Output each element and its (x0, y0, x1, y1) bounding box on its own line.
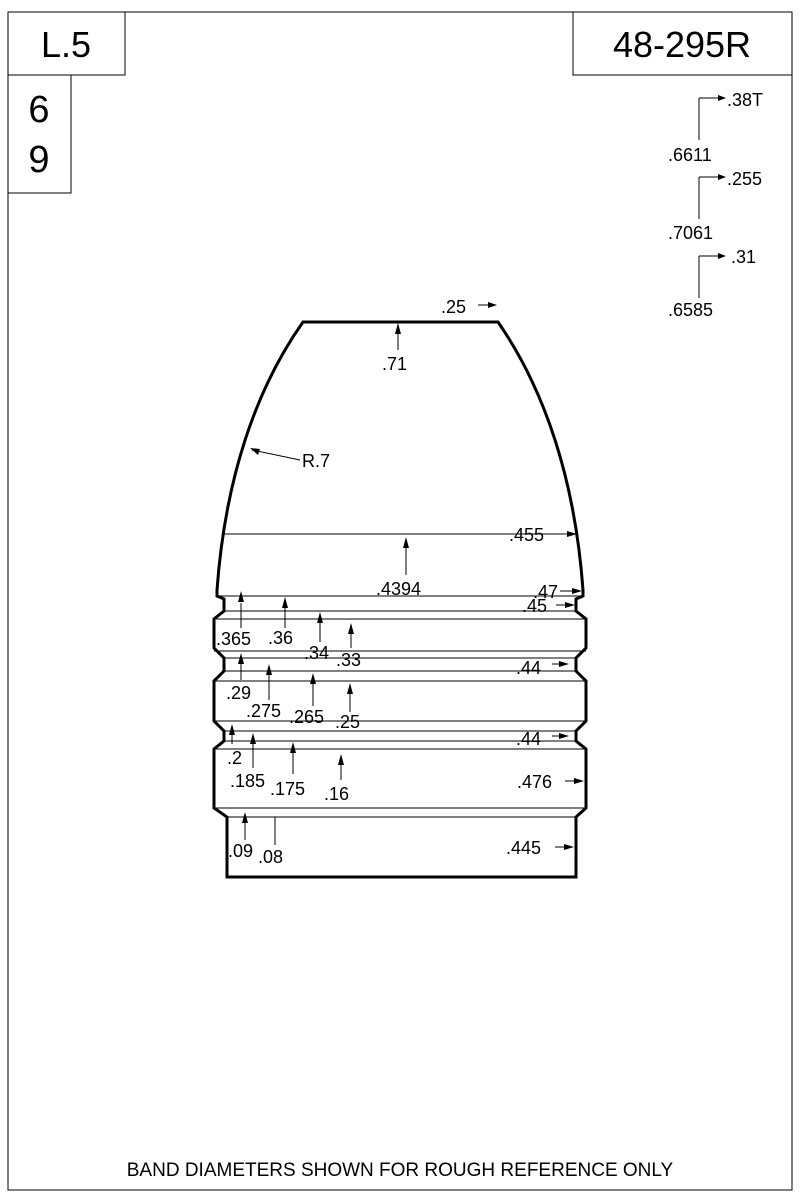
lube-spec-3-depth: .6585 (668, 300, 714, 320)
dim-34: .34 (304, 643, 330, 663)
footer-note: BAND DIAMETERS SHOWN FOR ROUGH REFERENCE ONLY (126, 1160, 674, 1181)
dim-4394: .4394 (376, 579, 422, 599)
arrow-445 (564, 844, 574, 850)
lube-spec-2 (668, 169, 762, 243)
arrow-175 (290, 742, 296, 753)
dim-455: .455 (509, 525, 545, 545)
lube-spec-3 (668, 247, 756, 320)
dim-2: .2 (227, 748, 243, 768)
dim-44a: .44 (516, 658, 542, 678)
dim-33: .33 (336, 650, 362, 670)
arrow-34 (317, 612, 323, 623)
nose-length-dimension (382, 323, 407, 374)
dim-36: .36 (268, 628, 294, 648)
dim-365: .365 (216, 629, 252, 649)
meplat-label: .25 (441, 297, 467, 317)
arrow-47 (572, 588, 582, 594)
dim-44b: .44 (516, 729, 542, 749)
dim-09: .09 (228, 841, 254, 861)
arrow-265 (310, 673, 316, 684)
lube-spec-2-depth: .7061 (668, 223, 714, 243)
nose-length-label: .71 (382, 354, 408, 374)
radius-label: R.7 (302, 451, 331, 471)
dim-265: .265 (289, 707, 325, 727)
dim-445: .445 (506, 838, 542, 858)
left-box-line-2: 9 (28, 139, 50, 181)
arrow-4394 (403, 537, 409, 548)
dim-275: .275 (246, 701, 282, 721)
arrow-185 (250, 733, 256, 744)
arrow-36 (282, 597, 288, 608)
lube-spec-1-value: .38T (727, 90, 764, 110)
mould-length-label: L.5 (40, 24, 92, 65)
dim-45: .45 (522, 596, 548, 616)
arrow-45 (565, 602, 575, 608)
arrow-33 (348, 623, 354, 634)
dim-25: .25 (335, 712, 361, 732)
arrow-275 (266, 664, 272, 675)
lube-spec-2-value: .255 (727, 169, 763, 189)
arrow-476 (574, 778, 584, 784)
dim-08: .08 (258, 847, 284, 867)
arrow-25 (347, 683, 353, 694)
dim-175: .175 (270, 779, 306, 799)
arrow-44a (559, 661, 569, 667)
lube-spec-1 (668, 90, 763, 165)
dim-29: .29 (226, 683, 252, 703)
dim-476: .476 (517, 772, 553, 792)
dim-47: .47 (533, 582, 559, 602)
left-box-line-1: 6 (28, 89, 50, 131)
lube-spec-1-depth: .6611 (668, 145, 712, 165)
arrow-44b (559, 733, 569, 739)
drawing-frame (8, 12, 792, 1190)
arrow-2 (229, 724, 235, 735)
lube-spec-3-value: .31 (731, 247, 757, 267)
part-number-label: 48-295R (612, 24, 752, 65)
radius-dimension (250, 448, 330, 471)
dim-16: .16 (324, 784, 350, 804)
arrow-16 (338, 754, 344, 765)
meplat-dimension (441, 297, 497, 317)
dim-185: .185 (230, 771, 266, 791)
